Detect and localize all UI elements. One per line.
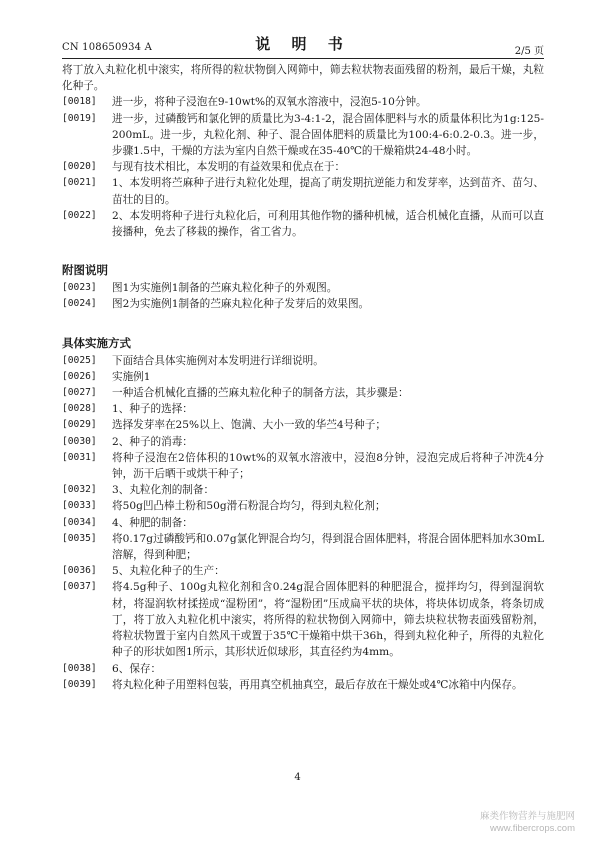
paragraph-number: [0037] <box>62 581 97 593</box>
paragraph-list <box>62 353 544 693</box>
paragraph-text: 实施例1 <box>112 370 151 383</box>
paragraph-text: 4、种肥的制备： <box>112 516 193 529</box>
paragraph-list <box>62 280 544 312</box>
paragraph-number: [0020] <box>62 161 97 173</box>
paragraph-text: 一种适合机械化直播的苎麻丸粒化种子的制备方法，其步骤是： <box>112 387 409 400</box>
paragraph-text: 1、本发明将苎麻种子进行丸粒化处理，提高了萌发期抗逆能力和发芽率，达到苗齐、苗匀、苗壮的目的。 <box>112 177 544 206</box>
paragraph-text: 图1为实施例1制备的苎麻丸粒化种子的外观图。 <box>112 282 338 295</box>
paragraph-text: 3、丸粒化剂的制备： <box>112 484 215 497</box>
paragraph-number: [0026] <box>62 370 97 382</box>
paragraph-0035 <box>62 531 544 563</box>
paragraph-text: 进一步，过磷酸钙和氯化钾的质量比为3-4:1-2，混合固体肥料与水的质量体积比为1g:125-200mL。进一步，丸粒化剂、种子、混合固体肥料的质量比为100:4-6:0.2-0.3。进一步，步骤1.5中，干燥的方法为室内自然干燥或在35-40℃的干燥箱烘24-48小时。 <box>112 112 544 158</box>
document-body <box>62 62 544 693</box>
paragraph-0036 <box>62 563 544 579</box>
paragraph-text: 2、种子的消毒： <box>112 435 193 448</box>
paragraph-text: 与现有技术相比，本发明的有益效果和优点在于： <box>112 161 346 174</box>
paragraph-number: [0023] <box>62 282 97 294</box>
paragraph-text: 将4.5g种子、100g丸粒化剂和含0.24g混合固体肥料的种肥混合，搅拌均匀，得到湿润软材，将湿润软材揉搓成“湿粉团”，将“湿粉团”压成扁平状的块体，将块体切成条，将条切成丁，将丁放入丸粒化机中滚实，将所得的粒状物倒入网筛中，筛去块粒状物表面残留粉剂，将粒状物置于室内自然风干或置于35℃干燥箱中烘干36h，得到丸粒化种子，所得的丸粒化种子的形状如图1所示，其形状近似球形，其直径约为4mm。 <box>112 581 544 659</box>
paragraph-0020 <box>62 159 544 175</box>
paragraph-0023 <box>62 280 544 296</box>
section-heading-embodiments: 具体实施方式 <box>62 335 131 350</box>
paragraph-0038 <box>62 661 544 677</box>
paragraph-0027 <box>62 385 544 401</box>
paragraph-text: 下面结合具体实施例对本发明进行详细说明。 <box>112 354 324 367</box>
paragraph-number: [0039] <box>62 678 97 690</box>
paragraph-number: [0019] <box>62 112 97 124</box>
paragraph-text: 5、丸粒化种子的生产： <box>112 565 225 578</box>
paragraph-number: [0035] <box>62 532 97 544</box>
paragraph-text: 将50g凹凸棒土粉和50g滑石粉混合均匀，得到丸粒化剂； <box>112 500 386 513</box>
paragraph-0029 <box>62 417 544 433</box>
page-number: 4 <box>294 772 301 783</box>
paragraph-0021 <box>62 175 544 207</box>
paragraph-number: [0033] <box>62 500 97 512</box>
paragraph-number: [0018] <box>62 96 97 108</box>
paragraph-text: 将0.17g过磷酸钙和0.07g氯化钾混合均匀，得到混合固体肥料，将混合固体肥料加水30mL溶解，得到种肥； <box>112 532 544 562</box>
paragraph-0028 <box>62 401 544 417</box>
paragraph-0022 <box>62 208 544 240</box>
paragraph-0026 <box>62 369 544 385</box>
paragraph-number: [0034] <box>62 516 97 528</box>
paragraph-text: 图2为实施例1制备的苎麻丸粒化种子发芽后的效果图。 <box>112 298 370 311</box>
paragraph-text: 将丸粒化种子用塑料包装，再用真空机抽真空，最后存放在干燥处或4℃冰箱中内保存。 <box>112 678 523 691</box>
watermark <box>480 811 575 835</box>
paragraph-0033 <box>62 498 544 514</box>
paragraph-number: [0030] <box>62 435 97 447</box>
paragraph-0032 <box>62 482 544 498</box>
document-title: 说 明 书 <box>255 35 351 53</box>
paragraph-number: [0024] <box>62 298 97 310</box>
paragraph-0037 <box>62 579 544 660</box>
watermark-title: 麻类作物营养与施肥网 <box>479 811 575 822</box>
paragraph-0019 <box>62 111 544 160</box>
continued-paragraph: 将丁放入丸粒化机中滚实，将所得的粒状物倒入网筛中，筛去粒状物表面残留的粉剂，最后干燥，丸粒化种子。 <box>62 64 544 93</box>
section-heading-figures: 附图说明 <box>62 263 108 278</box>
paragraph-number: [0029] <box>62 419 97 431</box>
paragraph-number: [0022] <box>62 209 97 221</box>
paragraph-number: [0031] <box>62 451 97 463</box>
paragraph-number: [0021] <box>62 177 97 189</box>
paragraph-0034 <box>62 515 544 531</box>
paragraph-0024 <box>62 296 544 312</box>
patent-number: CN 108650934 A <box>62 42 153 53</box>
paragraph-0030 <box>62 434 544 450</box>
paragraph-text: 1、种子的选择： <box>112 403 193 416</box>
paragraph-number: [0036] <box>62 565 97 577</box>
paragraph-number: [0038] <box>62 662 97 674</box>
paragraph-list <box>62 94 544 240</box>
paragraph-0025 <box>62 353 544 369</box>
paragraph-text: 选择发芽率在25%以上、饱满、大小一致的华苎4号种子； <box>112 419 386 432</box>
paragraph-text: 2、本发明将种子进行丸粒化后，可利用其他作物的播种机械，适合机械化直播，从而可以直接播种，免去了移栽的操作，省工省力。 <box>112 209 544 239</box>
paragraph-text: 6、保存： <box>112 662 162 675</box>
paragraph-0031 <box>62 450 544 482</box>
paragraph-text: 将种子浸泡在2倍体积的10wt%的双氧水溶液中，浸泡8分钟，浸泡完成后将种子冲洗4分钟，沥干后晒干或烘干种子； <box>112 451 544 481</box>
paragraph-number: [0025] <box>62 354 97 366</box>
paragraph-text: 进一步，将种子浸泡在9-10wt%的双氧水溶液中，浸泡5-10分钟。 <box>112 96 427 109</box>
paragraph-number: [0027] <box>62 387 97 399</box>
paragraph-0018 <box>62 94 544 110</box>
page-header <box>62 32 544 59</box>
page-indicator: 2/5 页 <box>514 46 544 57</box>
paragraph-number: [0032] <box>62 484 97 496</box>
paragraph-0039 <box>62 677 544 693</box>
watermark-url: www.fibercrops.com <box>490 823 575 834</box>
paragraph-number: [0028] <box>62 403 97 415</box>
